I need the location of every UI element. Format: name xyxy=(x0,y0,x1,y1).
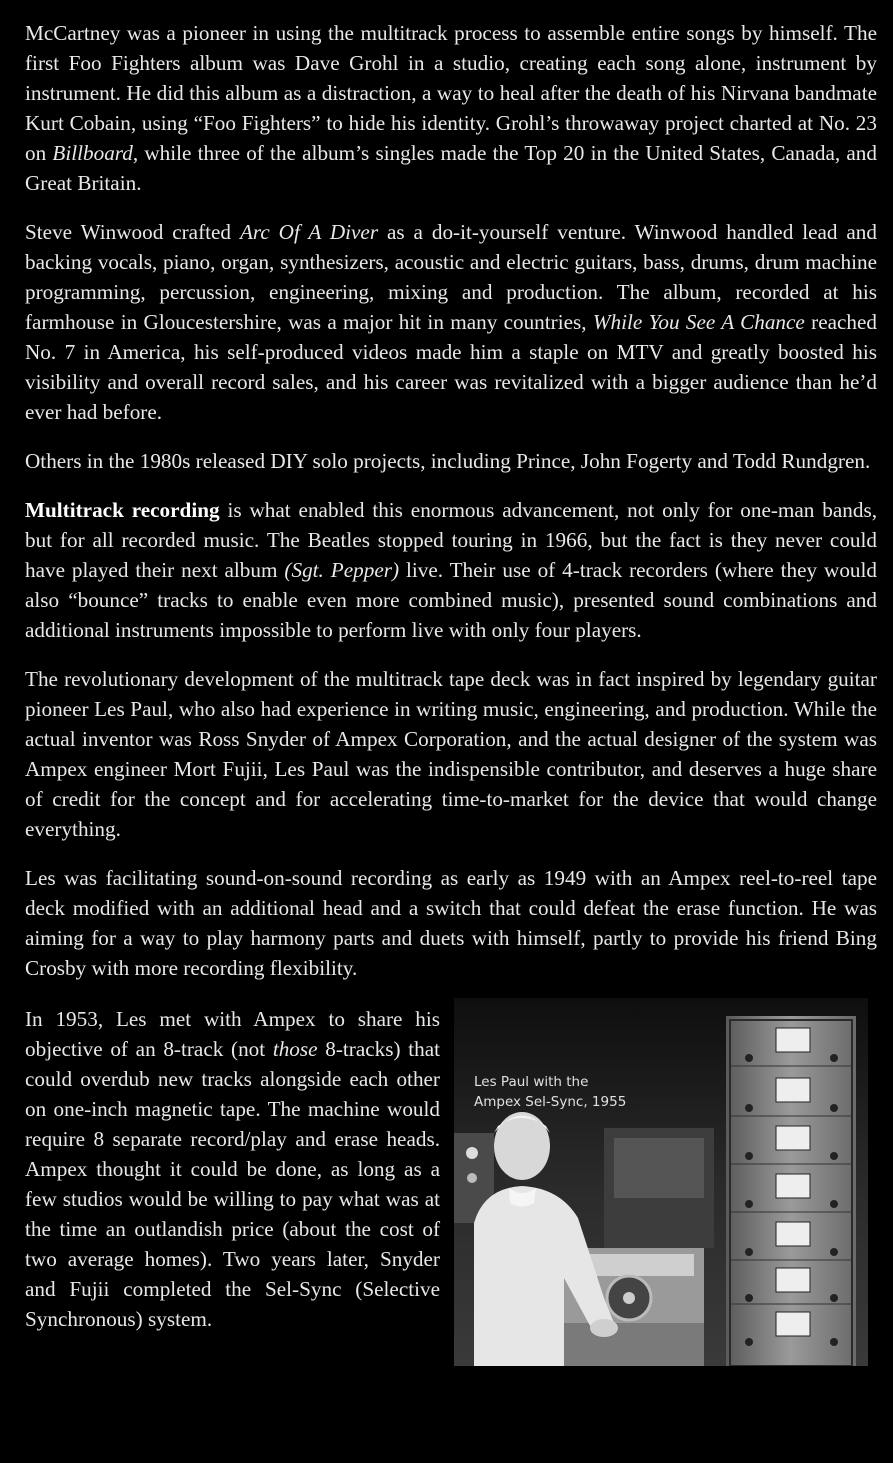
paragraph-winwood xyxy=(25,217,877,427)
text-run: is what enabled this enormous advancement, not only for one-man bands, but for all recorded music. The Beatles stopped touring in 1966, but the fact is they never could have played their next album xyxy=(25,498,877,582)
text-run: as a do-it-yourself venture. Winwood handled lead and backing vocals, piano, organ, synthesizers, acoustic and electric guitars, bass, drums, drum machine programming, percussion, engineering, mixing and production. The album, recorded at his farmhouse in Gloucestershire, was a major hit in many countries, xyxy=(25,220,877,334)
text-run: In 1953, Les met with Ampex to share his objective of an 8-track (not xyxy=(25,1007,440,1061)
les-paul-photo xyxy=(454,998,868,1366)
italic-sgt-pepper: (Sgt. Pepper) xyxy=(284,558,400,582)
italic-those: those xyxy=(272,1037,318,1061)
photo-caption xyxy=(474,1072,626,1112)
caption-line: Les Paul with the xyxy=(474,1074,589,1090)
caption-line: Ampex Sel-Sync, 1955 xyxy=(474,1094,627,1110)
text-run: 8-tracks) that could overdub new tracks alongside each other on one-inch magnetic tape. The machine would require 8 separate record/play and erase heads. Ampex thought it could be done, as long as a few studios would be willing to pay what was at the time an outlandish price (about the cost of two average homes). Two years later, Snyder and Fujii completed the Sel-Sync (Selective Synchronous) system. xyxy=(25,1037,440,1331)
article-body xyxy=(25,18,877,1384)
paragraph-sound-on-sound: Les was facilitating sound-on-sound recording as early as 1949 with an Ampex reel-to-reel tape deck modified with an additional head and a switch that could defeat the erase function. He was aiming for a way to play harmony parts and duets with himself, partly to provide his friend Bing Crosby with more recording flexibility. xyxy=(25,866,877,980)
photo-illustration xyxy=(454,998,868,1366)
bold-multitrack-recording: Multitrack recording xyxy=(25,498,220,522)
paragraph-1953 xyxy=(25,1004,440,1334)
italic-song-title: While You See A Chance xyxy=(592,310,805,334)
text-run: Steve Winwood crafted xyxy=(25,220,240,244)
text-run: reached No. 7 in America, his self-produced videos made him a staple on MTV and greatly boosted his visibility and overall record sales, and his career was revitalized with a bigger audience than he’d ever had before. xyxy=(25,310,877,424)
italic-album-title: Arc Of A Diver xyxy=(239,220,379,244)
paragraph-les-paul: The revolutionary development of the multitrack tape deck was in fact inspired by legendary guitar pioneer Les Paul, who also had experience in writing music, engineering, and production. While the actual inventor was Ross Snyder of Ampex Corporation, and the actual designer of the system was Ampex engineer Mort Fujii, Les Paul was the indispensible contributor, and deserves a huge share of credit for the concept and for accelerating time-to-market for the device that would change everything. xyxy=(25,667,877,841)
paragraph-multitrack xyxy=(25,495,877,645)
paragraph-foo-fighters xyxy=(25,18,877,198)
paragraph-diy-1980s: Others in the 1980s released DIY solo projects, including Prince, John Fogerty and Todd Rundgren. xyxy=(25,449,871,473)
text-run: , while three of the album’s singles made the Top 20 in the United States, Canada, and Great Britain. xyxy=(25,141,877,195)
bottom-text-column xyxy=(25,1004,440,1334)
text-run: McCartney was a pioneer in using the multitrack process to assemble entire songs by himself. The first Foo Fighters album was Dave Grohl in a studio, creating each song alone, instrument by instrument. He did this album as a distraction, a way to heal after the death of his Nirvana bandmate Kurt Cobain, using “Foo Fighters” to hide his identity. Grohl’s throwaway project charted at No. 23 on xyxy=(25,21,877,165)
italic-billboard: Billboard xyxy=(52,141,133,165)
bottom-section xyxy=(25,1004,877,1384)
text-run: live. Their use of 4-track recorders (where they would also “bounce” tracks to enable even more combined music), presented sound combinations and additional instruments impossible to perform live with only four players. xyxy=(25,558,877,642)
